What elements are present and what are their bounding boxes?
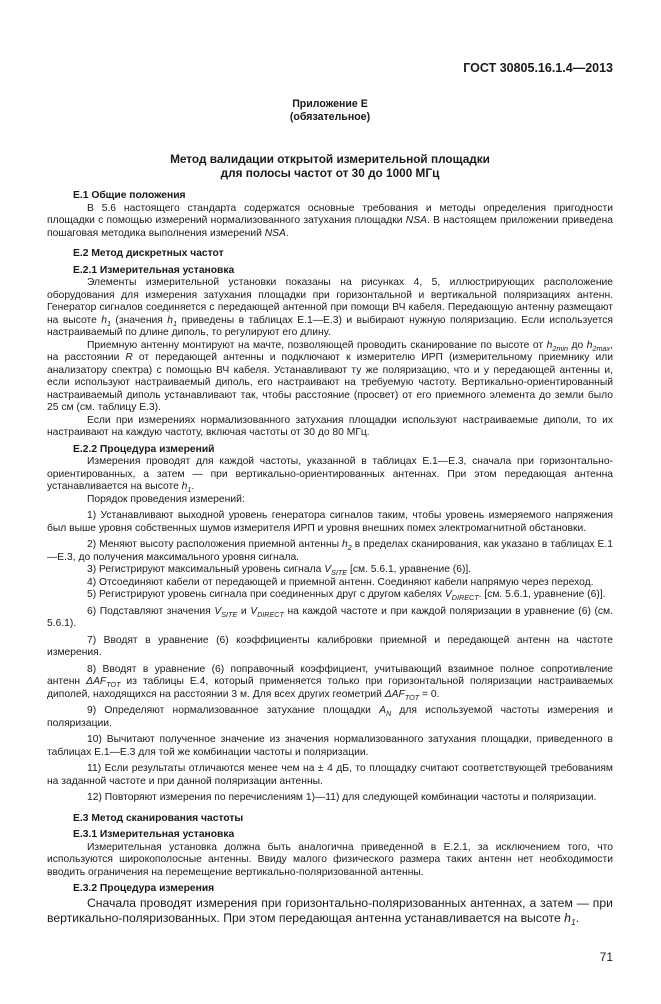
page-title-line-1: Метод валидации открытой измерительной площадки [170,152,490,166]
text: Е.1 Общие положения [73,190,186,201]
math-variable [587,340,610,351]
math-variable [324,564,347,575]
variable-symbol: A [379,705,386,716]
variable-symbol: V [324,564,332,575]
text: . В настоящем приложении приведена пошаговая методика выполнения измерений [47,215,614,239]
text: из таблицы Е.4, который применяется только при горизонтальной поляризации настраиваемых диполей, находящихся на расстоянии 3 м. Для всех других геометрий [47,676,613,700]
text: на каждой частоте и при каждой поляризации в уравнение (6) (см. 5.6.1). [47,605,613,629]
paragraph [47,792,613,805]
subscript: DIRECT [451,593,479,602]
subscript: 1 [106,318,111,328]
document-body [47,190,613,926]
text: Порядок проведения измерений: [87,493,245,505]
section-heading [47,265,613,278]
paragraph [47,734,613,759]
appendix-title: Приложение Е [292,98,368,110]
page-title-line-2: для полосы частот от 30 до 1000 МГц [220,166,440,180]
text: 1) Устанавливают выходной уровень генератора сигналов таким, чтобы уровень измеряемого напряжения был выше уровня собственных шумов измерителя ИРП и уровня внешних помех электромагнитной обстановки. [47,510,613,534]
variable-symbol: NSA [264,227,286,239]
subscript: SITE [221,609,238,619]
paragraph [47,510,613,535]
text: Приемную антенну монтируют на мачте, позволяющей проводить сканирование по высоте от [87,339,547,351]
variable-symbol: NSA [405,215,427,226]
section-heading [47,883,613,896]
math-variable [445,589,479,600]
text: и [237,605,251,617]
paragraph [47,705,613,730]
subscript: N [385,709,392,718]
variable-symbol: R [125,352,133,363]
subscript: TOT [404,692,420,702]
paragraph [47,589,613,602]
text: Е.3.1 Измерительная установка [73,829,235,840]
math-variable [385,689,419,700]
paragraph [47,277,613,340]
variable-symbol: h [342,539,348,550]
paragraph [47,564,613,577]
paragraph [47,606,613,631]
text: . [191,481,195,492]
variable-symbol: h [546,339,553,351]
subscript: TOT [106,680,121,689]
text: в пределах сканирования, как указано в таблицах Е.1—Е.3, до получения максимального уровня сигнала. [47,539,613,563]
text: = 0. [419,688,440,700]
math-variable [342,539,352,550]
text: 5) Регистрируют уровень сигнала при соединенных друг с другом кабелях [87,589,445,600]
subscript: 1 [570,916,576,927]
page-number: 71 [599,949,613,964]
section-heading [47,248,613,261]
text: Элементы измерительной установки показаны на рисунках 4, 5, иллюстрирующих расположение оборудования для измерения затухания площадки при горизонтальной и вертикальной поляризациях антенн. Генератор сигналов соединяется с передающей антенной при помощи ВЧ кабеля. Передающую антенну размещают на высоте [47,277,613,326]
paragraph [47,577,613,590]
text: . [см. 5.6.1, уравнение (6)]. [478,589,606,600]
section-heading [47,190,613,203]
subscript: DIRECT [257,609,284,619]
subscript: 1 [187,485,192,494]
subscript: 2 [347,543,352,552]
subscript: SITE [331,568,348,577]
math-variable [250,606,284,617]
paragraph [47,203,613,241]
paragraph [47,664,613,702]
text: 6) Подставляют значения [87,605,215,617]
paragraph [47,494,613,507]
section-heading [47,813,613,826]
math-variable [214,606,237,617]
text: Сначала проводят измерения при горизонтально-поляризованных антеннах, а затем — при вертикально-поляризованных. При этом передающая антенна устанавливается на высоте [47,895,613,925]
subscript: 2max [592,343,611,353]
math-variable [564,911,576,925]
math-variable [265,228,286,239]
text: 7) Вводят в уравнение (6) коэффициенты калибровки приемной и передающей антенн на частоте измерения. [47,634,613,658]
text: 3) Регистрируют максимальный уровень сигнала [87,564,325,575]
math-variable [101,315,111,326]
text: Если при измерениях нормализованного затухания площадки используют настраиваемые диполи, то их настраивают на каждую частоту, включая частоты от 30 до 80 МГц. [47,414,613,438]
document-code: ГОСТ 30805.16.1.4—2013 [463,61,613,75]
text: от передающей антенны и подключают к измерителю ИРП (измерительному приемнику или анализатору спектра) с помощью ВЧ кабеля. Устанавливают ту же поляризацию, что и у передающей антенны и, если используют настраиваемый диполь, его настраивают на требуемую частоту. Вертикально-ориентированный настраиваемый диполь устанавливают так, чтобы расстояние (просвет) от его приемного элемента до земли было 25 см (см. таблицу Е.3). [47,352,613,413]
math-variable [125,352,132,363]
variable-symbol: h [564,910,571,925]
text: 10) Вычитают полученное значение из значения нормализованного затухания площадки, приведенного в таблицах Е.1—Е.3 для той же комбинации частоты и поляризации. [47,734,613,758]
text: 12) Повторяют измерения по перечислениям 1)—11) для следующей комбинации частоты и поляризации. [87,792,597,803]
text: 11) Если результаты отличаются менее чем на ± 4 дБ, то площадку считают соответствующей требованиям на заданной частоте и при данной поляризации антенны. [47,763,613,787]
paragraph [47,415,613,440]
variable-symbol: h [101,314,107,326]
text: Е.2 Метод дискретных частот [73,248,224,259]
text: . [285,227,289,239]
paragraph [47,763,613,788]
text: Измерительная установка должна быть аналогична приведенной в Е.2.1, за исключением того, что используются широкополосные антенны. Ввиду малого физического размера таких антенн нет необходимости вводить ограничения на перемещение вертикально-поляризованной антенны. [47,841,613,878]
variable-symbol: h [586,339,593,351]
paragraph [47,539,613,564]
text: до [567,339,587,351]
text: Е.2.1 Измерительная установка [73,264,235,276]
text: 2) Меняют высоту расположения приемной антенны [87,539,343,550]
variable-symbol: V [250,605,258,617]
math-variable [379,705,391,716]
text: приведены в таблицах Е.1—Е.3) и выбирают нужную поляризацию. Если используется настраиваемый по длине диполь, то регулируют его длину. [47,314,613,338]
paragraph [47,635,613,660]
variable-symbol: h [167,314,174,326]
variable-symbol: V [444,589,452,600]
variable-symbol: h [181,481,188,492]
math-variable [167,315,177,326]
math-variable [547,340,568,351]
math-variable [181,481,195,494]
section-heading [47,444,613,457]
text: В 5.6 настоящего стандарта содержатся основные требования и методы определения пригодности площадки с помощью измерений нормализованного затухания площадки [47,202,613,226]
paragraph [47,340,613,415]
subscript: 1 [173,318,178,328]
variable-symbol: ΔAF [384,688,405,700]
text: , на расстоянии [47,339,613,363]
math-variable [86,676,120,687]
text: Измерения проводят для каждой частоты, указанной в таблицах Е.1—Е.3, сначала при горизонтально-ориентированных, а затем — при вертикально-ориентированных антеннах. При этом передающая антенна устанавливается на высоте [47,456,613,492]
text: 8) Вводят в уравнение (6) поправочный коэффициент, учитывающий взаимное полное сопротивление антенн [47,663,613,687]
text: [см. 5.6.1, уравнение (6)]. [347,564,472,575]
math-variable [406,215,427,226]
text: 9) Определяют нормализованное затухание площадки [87,705,380,716]
paragraph [47,896,613,926]
text: для используемой частоты измерения и поляризации. [47,705,613,729]
text: 4) Отсоединяют кабели от передающей и приемной антенн. Соединяют кабели напрямую через переход. [87,576,594,588]
variable-symbol: V [214,605,222,617]
text: . [575,910,580,925]
paragraph [47,456,613,494]
variable-symbol: ΔAF [86,676,107,687]
paragraph [47,842,613,880]
text: (значения [110,314,168,326]
section-heading [47,829,613,842]
text: Е.3.2 Процедура измерения [73,883,215,894]
text: Е.2.2 Процедура измерений [73,443,215,455]
text: Е.3 Метод сканирования частоты [73,812,244,824]
appendix-status: (обязательное) [289,111,371,123]
subscript: 2min [552,343,568,353]
